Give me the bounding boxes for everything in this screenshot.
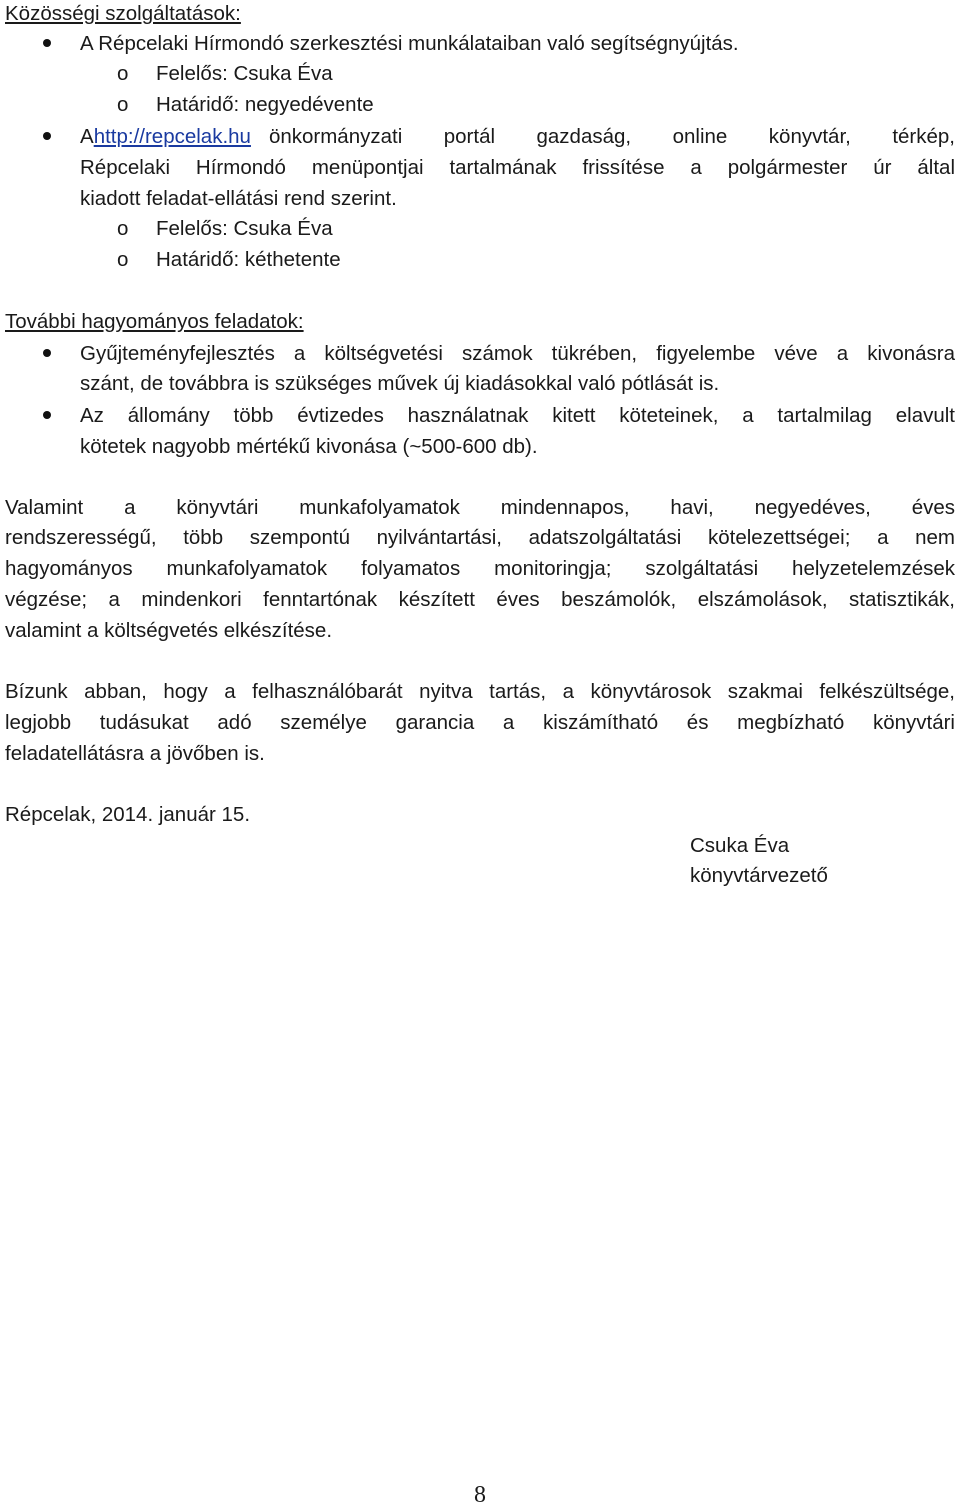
- paragraph-2-line-2: legjobb tudásukat adó személye garancia a kiszámítható és megbízható könyvtári: [5, 711, 955, 734]
- community-services-heading: Közösségi szolgáltatások:: [5, 2, 241, 25]
- community-item-2-line-2: Répcelaki Hírmondó menüpontjai tartalmának frissítése a polgármester úr által: [80, 156, 955, 179]
- community-item-1-responsible: Felelős: Csuka Éva: [156, 62, 333, 85]
- community-item-2-prefix: A: [80, 125, 94, 148]
- bullet-icon: [43, 349, 51, 357]
- community-item-2-line-1: [80, 121, 955, 152]
- community-item-1-deadline: Határidő: negyedévente: [156, 93, 374, 116]
- sub-bullet-icon: o: [117, 217, 129, 240]
- community-item-2-line-1-rest: önkormányzati portál gazdaság, online könyvtár, térkép,: [268, 125, 955, 148]
- community-item-2-responsible: Felelős: Csuka Éva: [156, 217, 333, 240]
- paragraph-1-line-4: végzése; a mindenkori fenntartónak készített éves beszámolók, elszámolások, statisztikák,: [5, 588, 955, 611]
- paragraph-1-line-1: Valamint a könyvtári munkafolyamatok mindennapos, havi, negyedéves, éves: [5, 496, 955, 519]
- paragraph-1-line-3: hagyományos munkafolyamatok folyamatos monitoringja; szolgáltatási helyzetelemzések: [5, 557, 955, 580]
- bullet-icon: [43, 39, 51, 47]
- traditional-item-2-line-2: kötetek nagyobb mértékű kivonása (~500-600 db).: [80, 435, 538, 458]
- sub-bullet-icon: o: [117, 248, 129, 271]
- traditional-item-2-line-1: Az állomány több évtizedes használatnak kitett köteteinek, a tartalmilag elavult: [80, 404, 955, 427]
- paragraph-2-line-3: feladatellátásra a jövőben is.: [5, 742, 265, 765]
- paragraph-1-line-5: valamint a költségvetés elkészítése.: [5, 619, 333, 642]
- community-item-2-line-3: kiadott feladat-ellátási rend szerint.: [80, 187, 397, 210]
- traditional-tasks-heading: További hagyományos feladatok:: [5, 310, 304, 333]
- community-item-2-deadline: Határidő: kéthetente: [156, 248, 341, 271]
- sub-bullet-icon: o: [117, 93, 129, 116]
- place-date: Répcelak, 2014. január 15.: [5, 803, 251, 826]
- page-number: 8: [474, 1482, 486, 1508]
- bullet-icon: [43, 132, 51, 140]
- paragraph-2-line-1: Bízunk abban, hogy a felhasználóbarát nyitva tartás, a könyvtárosok szakmai felkészültsége,: [5, 680, 955, 703]
- community-item-1-text: A Répcelaki Hírmondó szerkesztési munkálataiban való segítségnyújtás.: [80, 32, 739, 55]
- sub-bullet-icon: o: [117, 62, 129, 85]
- traditional-item-1-line-2: szánt, de továbbra is szükséges művek új kiadásokkal való pótlását is.: [80, 372, 720, 395]
- paragraph-1-line-2: rendszerességű, több szempontú nyilvántartási, adatszolgáltatási kötelezettségei; a nem: [5, 526, 955, 549]
- repcelak-link[interactable]: http://repcelak.hu: [93, 125, 251, 148]
- signature-title: könyvtárvezető: [690, 864, 828, 887]
- bullet-icon: [43, 411, 51, 419]
- traditional-item-1-line-1: Gyűjteményfejlesztés a költségvetési számok tükrében, figyelembe véve a kivonásra: [80, 342, 955, 365]
- signature-name: Csuka Éva: [690, 834, 790, 857]
